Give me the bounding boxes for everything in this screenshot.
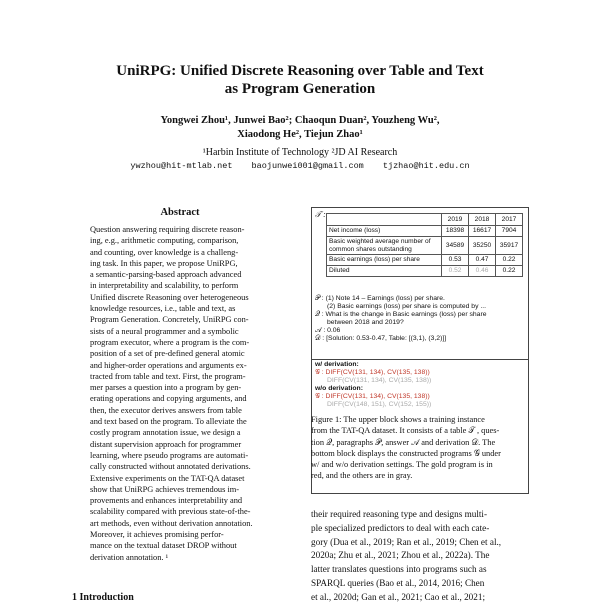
caption-line: tion 𝒬, paragraphs 𝒫, answer 𝒜 and derivation 𝒟. The [311, 437, 496, 447]
cell: 16617 [469, 226, 496, 237]
row-label: Basic earnings (loss) per share [327, 255, 442, 266]
body-line: ple specialized predictors to deal with each cate- [311, 522, 490, 533]
table-row [327, 226, 523, 237]
body-line: et al., 2020d; Gan et al., 2021; Cao et al., 2021; [311, 591, 486, 602]
header-empty [327, 214, 442, 226]
row-label: Net income (loss) [327, 226, 442, 237]
abstract-line: Moreover, it achieves promising perfor- [90, 530, 224, 540]
abstract-line: Program Generation. Concretely, UniRPG con- [90, 315, 249, 325]
abstract-line: in interpretability and scalability, to perform [90, 281, 239, 291]
without-derivation-other-program: DIFF(CV(148, 151), CV(152, 155)) [327, 401, 432, 408]
body-line: their required reasoning type and designs multi- [311, 509, 488, 519]
abstract-line: and text based on the program. To alleviate the [90, 417, 247, 427]
cell: 35250 [469, 236, 496, 255]
caption-line: Figure 1: The upper block shows a training instance [311, 415, 485, 424]
email-1: ywzhou@hit-mtlab.net [130, 161, 233, 171]
abstract-line: scalability compared with previous state-of-the- [90, 507, 251, 517]
table-row [327, 236, 523, 255]
question-line-2: between 2018 and 2019? [327, 319, 404, 326]
caption-line: red, and the others are in gray. [311, 471, 413, 481]
abstract-line: mance on the textual dataset DROP without [90, 541, 237, 551]
year-2019: 2019 [442, 214, 469, 226]
figure-divider [312, 359, 528, 360]
abstract-line: art methods, even without derivation annotation. [90, 518, 253, 528]
cell: 0.47 [469, 255, 496, 266]
figure-caption [311, 414, 531, 482]
abstract-body [90, 224, 272, 563]
paragraph-line-2: (2) Basic earnings (loss) per share is computed by ... [327, 303, 487, 310]
abstract-line: mer parses a question into a program by gen- [90, 383, 242, 393]
paper-title [60, 62, 540, 98]
table-label: 𝒯 : [315, 210, 326, 219]
email-3: tjzhao@hit.edu.cn [382, 161, 470, 171]
abstract-line: show that UniRPG achieves tremendous im- [90, 484, 240, 494]
table-row [327, 255, 523, 266]
caption-line: w/ and w/o derivation settings. The gold program is in [311, 460, 493, 470]
cell: 7904 [496, 226, 523, 237]
year-2017: 2017 [496, 214, 523, 226]
abstract-line: position of a set of pre-defined general atomic [90, 349, 245, 359]
abstract-line: and higher-order operations and arguments ex- [90, 360, 247, 370]
authors-line-1: Yongwei Zhou¹, Junwei Bao²; Chaoqun Duan², Youzheng Wu², [160, 115, 440, 126]
with-derivation-gold-program: 𝒢 : DIFF(CV(131, 134), CV(135, 138)) [315, 369, 430, 376]
abstract-line: provements and enhances interpretability and [90, 496, 243, 506]
abstract-line: Unified discrete Reasoning over heterogeneous [90, 292, 249, 302]
caption-line: bottom block displays the constructed programs 𝒢 under [311, 448, 501, 458]
introduction-heading: 1 Introduction [72, 592, 134, 603]
row-label: Diluted [327, 266, 442, 277]
body-line: latter translates questions into programs such as [311, 564, 487, 575]
abstract-line: ing, e.g., arithmetic computing, comparison, [90, 236, 239, 246]
without-derivation-gold-program: 𝒢 : DIFF(CV(131, 134), CV(135, 138)) [315, 393, 430, 400]
abstract-line: costly program annotation issue, we design a [90, 428, 241, 438]
affiliations: ¹Harbin Institute of Technology ²JD AI Research [202, 147, 398, 158]
body-text-right-column [311, 508, 531, 605]
abstract-line: tracted from table and text. First, the program- [90, 371, 246, 381]
derivation-line: 𝒟 : [Solution: 0.53-0.47, Table: [(3,1), (3,2)]] [315, 335, 447, 342]
abstract-line: program executor, where a program is the com- [90, 337, 250, 347]
authors-line-2: Xiaodong He², Tiejun Zhao¹ [237, 129, 363, 140]
caption-line: from the TAT-QA dataset. It consists of a table 𝒯 , ques- [311, 426, 500, 436]
abstract-line: distant supervision approach for programmer [90, 439, 242, 449]
abstract-heading: Abstract [160, 207, 200, 218]
email-2: baojunwei001@gmail.com [251, 161, 364, 171]
year-2018: 2018 [469, 214, 496, 226]
email-row [90, 161, 510, 171]
instance-details [315, 295, 525, 343]
body-line: gory (Dua et al., 2019; Ran et al., 2019; Chen et al., [311, 536, 502, 547]
table-row [327, 266, 523, 277]
abstract-line: cally constructed without annotated derivations. [90, 462, 251, 472]
abstract-line: then, the executor derives answers from table [90, 405, 242, 415]
with-derivation-label: w/ derivation: [315, 361, 359, 368]
author-list [80, 114, 520, 142]
cell: 18398 [442, 226, 469, 237]
body-line: 2020a; Zhu et al., 2021; Zhou et al., 2022a). The [311, 550, 490, 561]
cell: 0.22 [496, 266, 523, 277]
title-line-1: UniRPG: Unified Discrete Reasoning over Table and Text [116, 63, 484, 79]
abstract-line: a semantic-parsing-based approach advanced [90, 270, 242, 280]
table-header-row [327, 214, 523, 226]
abstract-line: knowledge resources, i.e., table and text, as [90, 304, 236, 314]
answer-line: 𝒜 : 0.06 [315, 327, 341, 334]
abstract-line: learning, where pseudo programs are automati- [90, 450, 249, 460]
abstract-line: and counting, over knowledge is a challeng- [90, 247, 239, 257]
cell: 0.52 [442, 266, 469, 277]
paragraph-line-1: 𝒫 : (1) Note 14 – Earnings (loss) per share. [315, 295, 445, 302]
program-block [315, 361, 525, 409]
question-line-1: 𝒬 : What is the change in Basic earnings (loss) per share [315, 311, 487, 318]
cell: 35917 [496, 236, 523, 255]
cell: 0.53 [442, 255, 469, 266]
financial-table [326, 213, 523, 277]
without-derivation-label: w/o derivation: [315, 385, 363, 392]
cell: 0.22 [496, 255, 523, 266]
cell: 0.46 [469, 266, 496, 277]
abstract-line: ing task. In this paper, we propose UniRPG, [90, 258, 238, 268]
with-derivation-other-program: DIFF(CV(131, 134), CV(135, 138)) [327, 377, 432, 384]
row-label: Basic weighted average number of common shares outstanding [327, 236, 442, 255]
abstract-line: Question answering requiring discrete reason- [90, 225, 245, 234]
abstract-line: Extensive experiments on the TAT-QA dataset [90, 473, 245, 483]
title-line-2: as Program Generation [224, 81, 376, 97]
abstract-line: sists of a neural programmer and a symbolic [90, 326, 239, 336]
cell: 34589 [442, 236, 469, 255]
abstract-line: derivation annotation. ¹ [90, 552, 169, 562]
abstract-line: erating operations and copying arguments, and [90, 394, 247, 404]
body-line: SPARQL queries (Bao et al., 2014, 2016; Chen [311, 577, 485, 588]
